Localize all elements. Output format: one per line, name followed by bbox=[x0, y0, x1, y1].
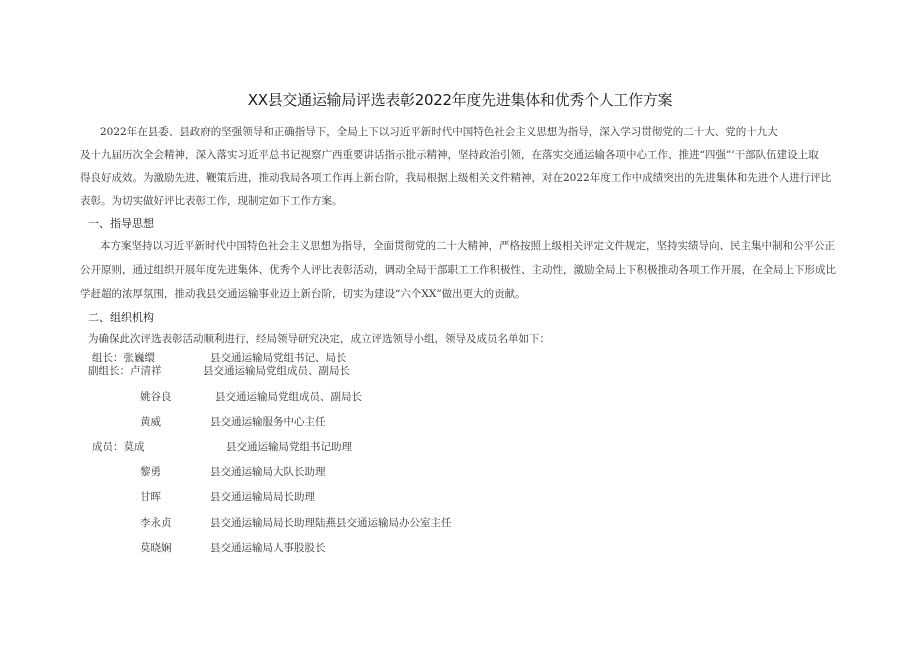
member-label: 李永贞 bbox=[140, 517, 172, 529]
member-role: 县交通运输局局长助理陆燕县交通运输局办公室主任 bbox=[210, 517, 452, 529]
member-label: 副组长：卢清祥 bbox=[88, 365, 162, 377]
section2-intro: 为确保此次评选表彰活动顺利进行，经局领导研究决定，成立评选领导小组，领导及成员名单如下： bbox=[88, 333, 550, 345]
member-label: 黎勇 bbox=[140, 466, 161, 478]
member-label: 成员：莫成 bbox=[92, 441, 145, 453]
section-heading-guiding-thought: 一、指导思想 bbox=[88, 217, 154, 230]
member-role: 县交通运输局党组成员、副局长 bbox=[215, 391, 362, 403]
intro-line-1: 2022年在县委、县政府的坚强领导和正确指导下，全局上下以习近平新时代中国特色社会主义思想为指导，深入学习贯彻党的二十大、党的十九大 bbox=[100, 126, 778, 138]
member-role: 县交通运输局人事股股长 bbox=[210, 542, 326, 554]
section-heading-organization: 二、组织机构 bbox=[88, 311, 154, 324]
member-role: 县交通运输局大队长助理 bbox=[210, 466, 326, 478]
member-role: 县交通运输局党组成员、副局长 bbox=[203, 365, 350, 377]
member-label: 甘晖 bbox=[140, 491, 161, 503]
intro-line-2: 及十九届历次全会精神，深入落实习近平总书记视察广西重要讲话指示批示精神，坚持政治引领，在落实交通运输各项中心工作、推进“四强”’干部队伍建设上取 bbox=[80, 149, 819, 161]
member-label: 姚谷良 bbox=[140, 391, 172, 403]
member-role: 县交通运输服务中心主任 bbox=[210, 416, 326, 428]
member-label: 莫晓娴 bbox=[140, 542, 172, 554]
section1-line-3: 学赶超的浓厚氛围，推动我县交通运输事业迈上新台阶，切实为建设“六个XX”做出更大的贡献。 bbox=[80, 288, 526, 300]
document-title: XX县交通运输局评选表彰2022年度先进集体和优秀个人工作方案 bbox=[247, 91, 673, 109]
member-role: 县交通运输局党组书记、局长 bbox=[210, 352, 347, 364]
intro-line-3: 得良好成效。为激励先进、鞭策后进，推动我局各项工作再上新台阶，我局根据上级相关文件精神，对在2022年度工作中成绩突出的先进集体和先进个人进行评比 bbox=[80, 172, 832, 184]
member-label: 黄威 bbox=[140, 416, 161, 428]
section1-line-1: 本方案坚持以习近平新时代中国特色社会主义思想为指导，全面贯彻党的二十大精神，严格按照上级相关评定文件规定，坚持实绩导向、民主集中制和公平公正 bbox=[100, 240, 835, 252]
section1-line-2: 公开原则，通过组织开展年度先进集体、优秀个人评比表彰活动，调动全局干部职工工作积极性、主动性，激励全局上下积极推动各项工作开展，在全局上下形成比 bbox=[80, 264, 836, 276]
member-label: 组长：张巍缳 bbox=[92, 352, 155, 364]
intro-line-4: 表彰。为切实做好评比表彰工作，现制定如下工作方案。 bbox=[80, 195, 343, 207]
member-role: 县交通运输局党组书记助理 bbox=[226, 441, 352, 453]
member-role: 县交通运输局局长助理 bbox=[210, 491, 315, 503]
